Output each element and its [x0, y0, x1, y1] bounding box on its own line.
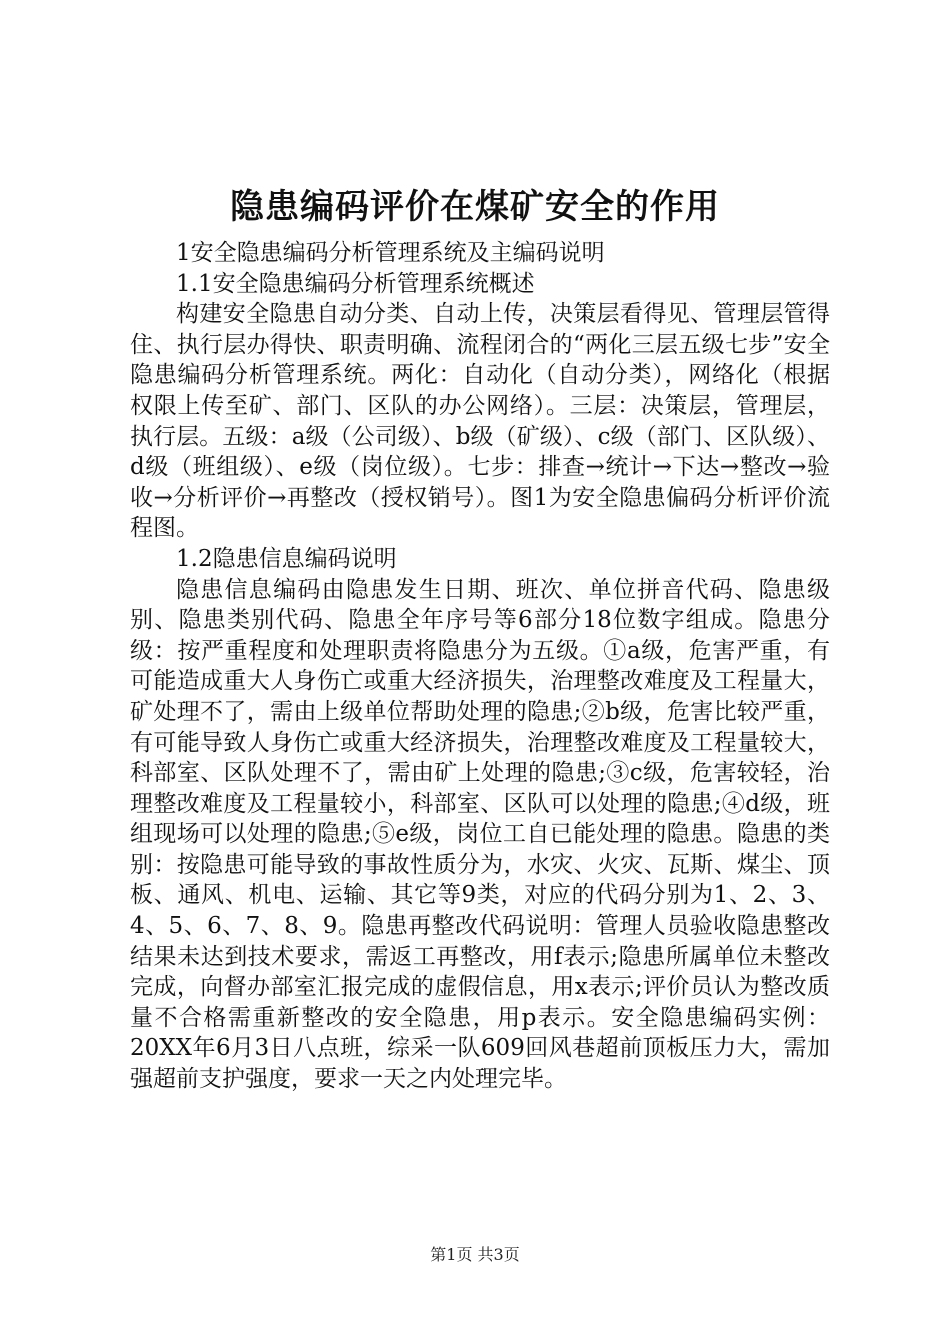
section-heading-1: 1安全隐患编码分析管理系统及主编码说明 [176, 240, 605, 266]
document-title: 隐患编码评价在煤矿安全的作用 [230, 187, 720, 227]
section-heading-1-2: 1.2隐患信息编码说明 [176, 545, 397, 572]
paragraph-system-overview: 构建安全隐患自动分类、自动上传，决策层看得见、管理层管得住、执行层办得快、职责明确、流程闭合的“两化三层五级七步”安全隐患编码分析管理系统。两化：自动化（自动分类），网络化（根据权限上传至矿、部门、区队的办公网络）。三层：决策层，管理层，执行层。五级：a级（公司级）、b级（矿级）、c级（部门、区队级）、d级（班组级）、e级（岗位级）。七步：排查→统计→下达→整改→验收→分析评价→再整改（授权销号）。图1为安全隐患偏码分析评价流程图。 [130, 301, 830, 542]
section-heading-1-1: 1.1安全隐患编码分析管理系统概述 [176, 270, 535, 297]
paragraph-coding-description: 隐患信息编码由隐患发生日期、班次、单位拼音代码、隐患级别、隐患类别代码、隐患全年序号等6部分18位数字组成。隐患分级：按严重程度和处理职责将隐患分为五级。①a级，危害严重，有可能造成重大人身伤亡或重大经济损失，治理整改难度及工程量大，矿处理不了，需由上级单位帮助处理的隐患;②b级，危害比较严重，有可能导致人身伤亡或重大经济损失，治理整改难度及工程量较大，科部室、区队处理不了，需由矿上处理的隐患;③c级，危害较轻，治理整改难度及工程量较小，科部室、区队可以处理的隐患;④d级，班组现场可以处理的隐患;⑤e级，岗位工自已能处理的隐患。隐患的类别：按隐患可能导致的事故性质分为，水灾、火灾、瓦斯、煤尘、顶板、通风、机电、运输、其它等9类，对应的代码分别为1、2、3、4、5、6、7、8、9。隐患再整改代码说明：管理人员验收隐患整改结果未达到技术要求，需返工再整改，用f表示;隐患所属单位未整改完成，向督办部室汇报完成的虚假信息，用x表示;评价员认为整改质量不合格需重新整改的安全隐患，用p表示。安全隐患编码实例：20XX年6月3日八点班，综采一队609回风巷超前顶板压力大，需加强超前支护强度，要求一天之内处理完毕。 [130, 576, 830, 1093]
document-body [130, 238, 830, 1095]
page-number-footer: 第1页 共3页 [430, 1245, 520, 1264]
